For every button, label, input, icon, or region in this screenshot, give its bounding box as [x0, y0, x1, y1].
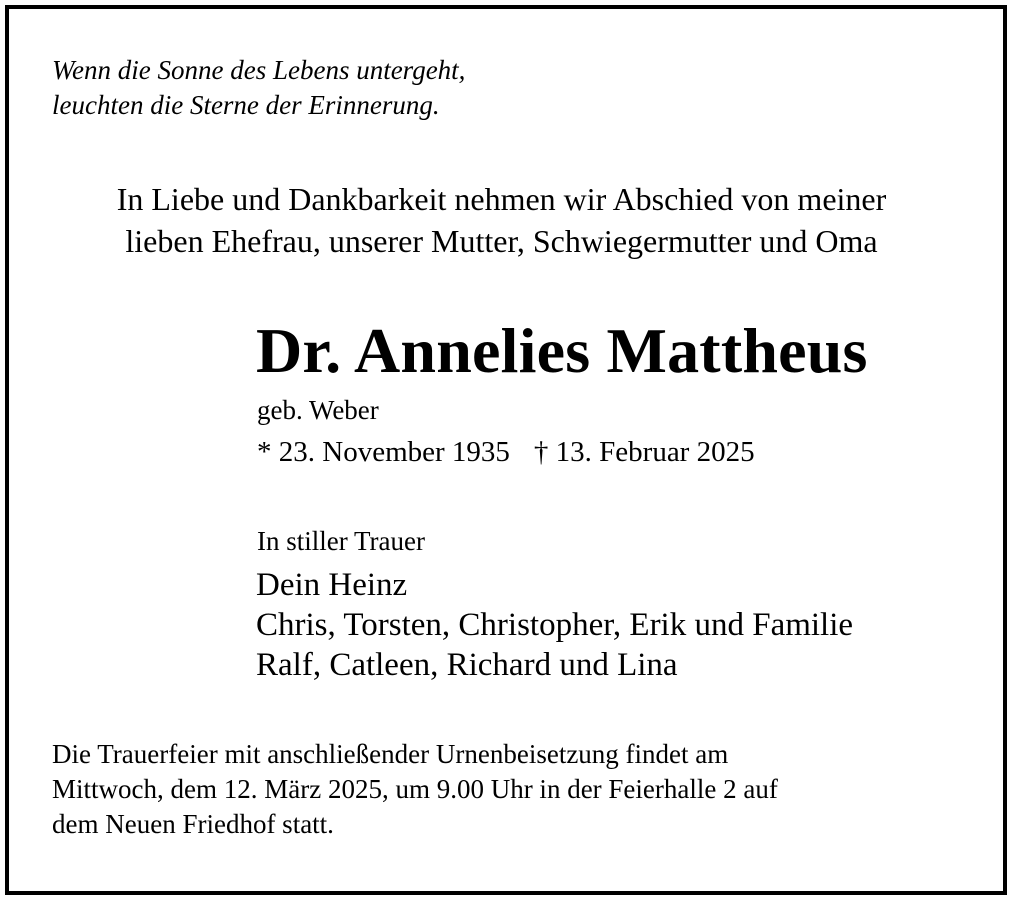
- motto-quote: [52, 53, 465, 123]
- farewell-intro: [0, 178, 1003, 262]
- mourner-line: Dein Heinz: [256, 567, 408, 603]
- mourner-line: Chris, Torsten, Christopher, Erik und Familie: [256, 607, 854, 643]
- motto-line: Wenn die Sonne des Lebens untergeht,: [52, 55, 466, 85]
- intro-line: lieben Ehefrau, unserer Mutter, Schwiegermutter und Oma: [125, 223, 878, 259]
- deceased-name: Dr. Annelies Mattheus: [256, 315, 868, 386]
- motto-line: leuchten die Sterne der Erinnerung.: [52, 90, 440, 120]
- mourning-intro: In stiller Trauer: [257, 526, 425, 556]
- funeral-notice: [52, 737, 778, 842]
- intro-line: In Liebe und Dankbarkeit nehmen wir Abschied von meiner: [116, 181, 887, 217]
- birth-date: * 23. November 1935: [257, 436, 510, 468]
- funeral-line: Die Trauerfeier mit anschließender Urnenbeisetzung findet am: [52, 739, 729, 769]
- funeral-line: dem Neuen Friedhof statt.: [52, 809, 334, 839]
- birth-name: geb. Weber: [257, 395, 379, 425]
- funeral-line: Mittwoch, dem 12. März 2025, um 9.00 Uhr in der Feierhalle 2 auf: [52, 774, 778, 804]
- mourners-list: [256, 565, 853, 685]
- mourner-line: Ralf, Catleen, Richard und Lina: [256, 647, 678, 683]
- death-date: † 13. Februar 2025: [533, 436, 755, 468]
- life-dates: [257, 433, 755, 471]
